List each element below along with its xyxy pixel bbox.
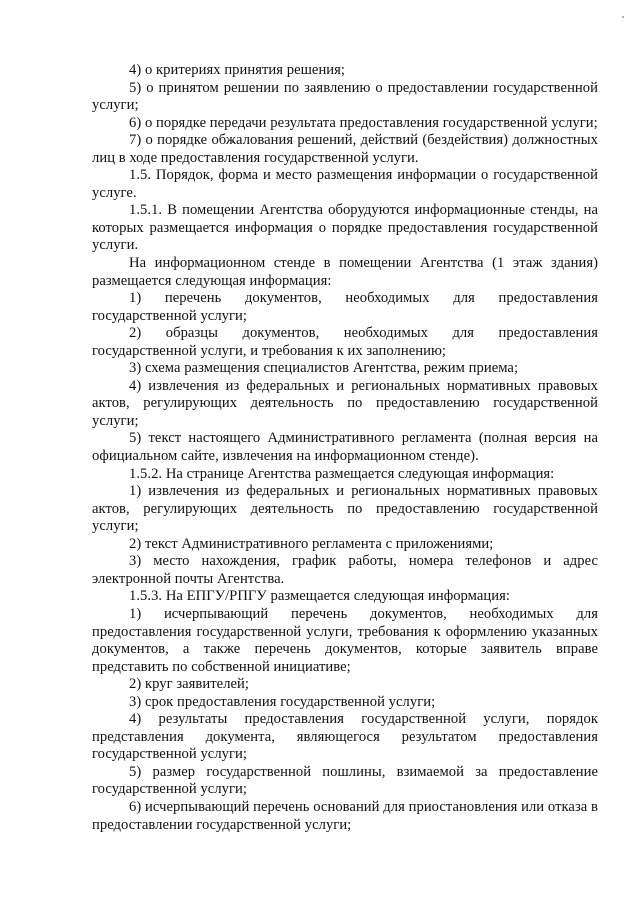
paragraph-stand-info: На информационном стенде в помещении Агентства (1 этаж здания) размещается следующая информация: (92, 255, 598, 289)
list-item-portal-term: 3) срок предоставления государственной услуги; (129, 693, 436, 710)
list-item-portal-applicants: 2) круг заявителей; (129, 676, 250, 693)
list-item-documents: 1) перечень документов, необходимых для предоставления государственной услуги; (92, 290, 598, 324)
list-item-web-extracts: 1) извлечения из федеральных и региональных нормативных правовых актов, регулирующих деятельность по предоставлению государственной услуги; (92, 483, 598, 535)
paragraph-1-5-3: 1.5.3. На ЕПГУ/РПГУ размещается следующая информация: (129, 588, 510, 605)
list-item-portal-documents: 1) исчерпывающий перечень документов, необходимых для предоставления государственной услуги, требования к оформлению указанных документов, а также перечень документов, которые заявитель вправе представить по собственной инициативе; (92, 605, 598, 675)
paragraph-transfer: 6) о порядке передачи результата предоставления государственной услуги; (129, 114, 598, 131)
list-item-web-regulation: 2) текст Административного регламента с приложениями; (129, 535, 494, 552)
paragraph-1-5-1: 1.5.1. В помещении Агентства оборудуются информационные стенды, на которых размещается информация о порядке предоставления государственной услуги. (92, 202, 598, 254)
list-item-portal-fee: 5) размер государственной пошлины, взимаемой за предоставление государственной услуги; (92, 763, 598, 798)
section-heading-1-5: 1.5. Порядок, форма и место размещения информации о государственной услуге. (92, 167, 598, 201)
list-item-portal-refusal: 6) исчерпывающий перечень оснований для приостановления или отказа в предоставлении государственной услуги; (92, 798, 598, 833)
scan-mark (622, 16, 624, 18)
paragraph-appeal: 7) о порядке обжалования решений, действий (бездействия) должностных лиц в ходе предоставления государственной услуги. (92, 132, 598, 166)
paragraph-decision: 5) о принятом решении по заявлению о предоставлении государственной услуги; (92, 79, 598, 114)
list-item-regulation-text: 5) текст настоящего Административного регламента (полная версия на официальном сайте, извлечения на информационном стенде). (92, 430, 598, 465)
paragraph-1-5-2: 1.5.2. На странице Агентства размещается следующая информация: (129, 465, 555, 482)
list-item-web-contacts: 3) место нахождения, график работы, номера телефонов и адрес электронной почты Агентства. (92, 553, 598, 587)
list-item-layout: 3) схема размещения специалистов Агентства, режим приема; (129, 360, 519, 377)
paragraph-criteria: 4) о критериях принятия решения; (129, 62, 346, 78)
list-item-portal-results: 4) результаты предоставления государственной услуги, порядок представления документа, являющегося результатом предоставления государственной услуги; (92, 711, 598, 763)
document-page (92, 62, 598, 834)
list-item-samples: 2) образцы документов, необходимых для предоставления государственной услуги, и требования к их заполнению; (92, 325, 598, 359)
list-item-extracts: 4) извлечения из федеральных и региональных нормативных правовых актов, регулирующих деятельность по предоставлению государственной услуги; (92, 377, 598, 429)
